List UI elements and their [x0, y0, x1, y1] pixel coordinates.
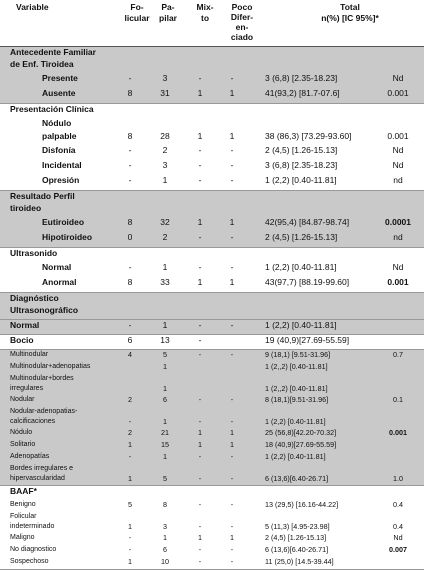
cell-total: 11 (25,0) [14.5-39.44]	[265, 557, 334, 566]
cell-papilar: 1	[162, 175, 168, 185]
cell-mixto: -	[198, 395, 202, 404]
row-label: Solitario	[10, 441, 36, 448]
section-title: Presentación Clínica	[10, 104, 94, 114]
table-row	[0, 533, 424, 545]
cell-poco-diferenciado: 1	[229, 88, 235, 98]
table-row	[0, 440, 424, 452]
cell-p-value: Nd	[392, 73, 404, 83]
cell-total: 25 (56,8)[42.20-70.32]	[265, 428, 337, 437]
row-label: indeterminado	[10, 522, 55, 530]
cell-p-value: 0.7	[393, 350, 403, 359]
cell-papilar: 15	[161, 440, 169, 449]
cell-folicular: -	[128, 545, 132, 554]
cell-p-value: 1.0	[393, 473, 403, 483]
cell-papilar: 1	[163, 452, 167, 461]
cell-poco-diferenciado: 1	[230, 533, 234, 542]
cell-papilar: 5	[163, 350, 167, 359]
cell-total: 43(97,7) [88.19-99.60]	[265, 277, 350, 287]
cell-total: 8 (18,1)[9.51-31.96]	[265, 395, 329, 404]
row-label: Opresión	[42, 175, 80, 185]
table-row	[0, 500, 424, 512]
cell-mixto: -	[198, 473, 202, 483]
section-title: BAAF*	[10, 486, 37, 496]
table-row	[0, 175, 424, 190]
header-poco-diferenciado: Poco	[231, 2, 253, 12]
cell-folicular: 1	[128, 521, 132, 531]
section-title: Resultado Perfil	[10, 191, 75, 201]
cell-total: 1 (2,2) [0.40-11.81]	[265, 320, 337, 330]
cell-total: 1 (2,,2) [0.40-11.81]	[265, 383, 328, 393]
cell-total: 1 (2,,2) [0.40-11.81]	[265, 362, 328, 371]
cell-p-value: nd	[393, 175, 403, 185]
cell-folicular: 1	[128, 557, 132, 566]
cell-papilar: 32	[160, 217, 170, 227]
cell-papilar: 6	[163, 545, 167, 554]
cell-folicular: 8	[127, 130, 133, 141]
cell-papilar: 1	[163, 416, 167, 426]
cell-mixto: -	[198, 350, 202, 359]
header-mixto: to	[200, 13, 210, 23]
table-row	[0, 88, 424, 103]
cell-p-value: Nd	[392, 145, 404, 155]
cell-papilar: 1	[163, 533, 167, 542]
row-label: Normal	[42, 262, 72, 272]
section-title: Ultrasonido	[10, 248, 58, 258]
cell-papilar: 33	[160, 277, 170, 287]
header-poco-diferenciado: ciado	[230, 32, 254, 42]
cell-p-value: 0.007	[389, 545, 407, 554]
cell-poco-diferenciado: -	[230, 175, 234, 185]
cell-p-value: 0.4	[393, 521, 403, 531]
cell-total: 2 (4,5) [1.26-15.13]	[265, 232, 338, 242]
row-label: Nódulo	[10, 429, 33, 436]
cell-poco-diferenciado: -	[230, 73, 234, 83]
cell-papilar: 10	[161, 557, 169, 566]
row-label: Presente	[42, 73, 78, 83]
cell-p-value: Nd	[393, 533, 403, 542]
cell-total: 1 (2,2) [0.40-11.81]	[265, 452, 326, 461]
section-title: Antecedente Familiar	[10, 47, 96, 57]
cell-folicular: -	[128, 262, 132, 272]
table-row	[0, 335, 424, 349]
header-variable: Variable	[16, 2, 49, 12]
row-label: Maligno	[10, 534, 35, 541]
row-label: Multinodular+bordes	[10, 375, 74, 382]
table-row	[0, 362, 424, 374]
cell-poco-diferenciado: 1	[230, 428, 234, 437]
cell-poco-diferenciado: -	[230, 416, 234, 426]
row-label: Disfonía	[42, 145, 76, 155]
cell-papilar: 1	[162, 262, 168, 272]
cell-poco-diferenciado: -	[230, 395, 234, 404]
table-row	[0, 73, 424, 88]
table-row	[0, 191, 424, 217]
table-row	[0, 262, 424, 277]
cell-mixto: 1	[197, 217, 203, 227]
table-row	[0, 160, 424, 175]
row-label: Nodular-adenopatias-	[10, 408, 78, 415]
cell-poco-diferenciado: -	[230, 452, 234, 461]
header-papilar: Pa-	[161, 2, 175, 12]
row-label: Adenopatías	[10, 453, 50, 460]
cell-papilar: 28	[160, 130, 170, 141]
cell-papilar: 21	[161, 428, 169, 437]
cell-mixto: 1	[197, 130, 203, 141]
cell-poco-diferenciado: -	[230, 350, 234, 359]
cell-folicular: -	[128, 533, 132, 542]
cell-mixto: 1	[197, 88, 203, 98]
cell-p-value: 0.001	[387, 88, 409, 98]
cell-p-value: 0.0001	[385, 217, 411, 227]
header-poco-diferenciado: Difer-	[230, 12, 254, 22]
header-folicular: Fo-	[130, 2, 144, 12]
section-title: Ultrasonográfico	[10, 305, 79, 315]
row-label: hipervascularidad	[10, 474, 65, 482]
cell-folicular: 2	[128, 395, 132, 404]
cell-p-value: Nd	[392, 262, 404, 272]
cell-mixto: -	[198, 335, 202, 345]
cell-folicular: -	[128, 175, 132, 185]
row-label: Bocio	[10, 335, 34, 345]
cell-folicular: -	[128, 73, 132, 83]
cell-p-value: 0.4	[393, 500, 403, 509]
table-row	[0, 118, 424, 145]
row-label: Ausente	[42, 88, 76, 98]
cell-mixto: -	[198, 557, 202, 566]
cell-papilar: 1	[163, 383, 167, 393]
cell-poco-diferenciado: -	[230, 232, 234, 242]
cell-papilar: 3	[162, 73, 168, 83]
cell-papilar: 1	[163, 362, 167, 371]
table-row	[0, 248, 424, 262]
table-row	[0, 320, 424, 334]
cell-papilar: 3	[162, 160, 168, 170]
row-label: irregulares	[10, 384, 44, 392]
cell-p-value: Nd	[392, 160, 404, 170]
row-label: Eutiroideo	[42, 217, 85, 227]
cell-mixto: -	[198, 262, 202, 272]
cell-total: 5 (11,3) [4.95-23.98]	[265, 521, 330, 531]
cell-mixto: -	[198, 320, 202, 330]
table-row	[0, 277, 424, 292]
table-row	[0, 145, 424, 160]
cell-poco-diferenciado: -	[230, 473, 234, 483]
header-total: Total	[340, 2, 360, 12]
cell-papilar: 5	[163, 473, 167, 483]
cell-papilar: 3	[163, 521, 167, 531]
cell-poco-diferenciado: 1	[230, 440, 234, 449]
row-label: palpable	[42, 130, 77, 141]
cell-p-value: nd	[393, 232, 403, 242]
cell-total: 18 (40,9)[27.69-55.59]	[265, 440, 337, 449]
cell-total: 19 (40,9)[27.69-55.59]	[265, 335, 350, 345]
cell-poco-diferenciado: -	[230, 145, 234, 155]
cell-poco-diferenciado: -	[230, 160, 234, 170]
table-row	[0, 512, 424, 533]
cell-poco-diferenciado: -	[230, 521, 234, 531]
row-label: Nódulo	[42, 118, 72, 128]
table-row	[0, 452, 424, 464]
cell-folicular: 5	[128, 500, 132, 509]
cell-poco-diferenciado: -	[230, 320, 234, 330]
cell-folicular: 1	[128, 440, 132, 449]
cell-total: 13 (29,5) [16.16-44.22]	[265, 500, 339, 509]
cell-mixto: 1	[198, 428, 202, 437]
table-row	[0, 464, 424, 485]
table-row	[0, 545, 424, 557]
table-row	[0, 557, 424, 569]
cell-total: 6 (13,6)[6.40-26.71]	[265, 473, 329, 483]
cell-p-value: 0.001	[387, 277, 409, 287]
table-header	[0, 0, 424, 46]
cell-papilar: 2	[162, 232, 168, 242]
row-label: Folicular	[10, 513, 37, 520]
cell-mixto: -	[198, 145, 202, 155]
cell-mixto: -	[198, 452, 202, 461]
cell-folicular: -	[128, 145, 132, 155]
cell-total: 3 (6,8) [2.35-18.23]	[265, 160, 338, 170]
cell-poco-diferenciado: -	[230, 545, 234, 554]
cell-mixto: -	[198, 160, 202, 170]
cell-total: 9 (18,1) [9.51-31.96]	[265, 350, 331, 359]
cell-p-value: 0.001	[389, 428, 407, 437]
row-label: Nodular	[10, 396, 35, 403]
table-row	[0, 350, 424, 362]
cell-folicular: 1	[128, 473, 132, 483]
cell-folicular: 8	[127, 277, 133, 287]
cell-folicular: -	[128, 452, 132, 461]
cell-papilar: 2	[162, 145, 168, 155]
cell-papilar: 13	[160, 335, 170, 345]
cell-total: 2 (4,5) [1.26-15.13]	[265, 533, 327, 542]
cell-poco-diferenciado: -	[230, 557, 234, 566]
table-row	[0, 428, 424, 440]
cell-p-value: 0.001	[387, 130, 409, 141]
cell-total: 3 (6,8) [2.35-18.23]	[265, 73, 338, 83]
cell-total: 38 (86,3) [73.29-93.60]	[265, 130, 352, 141]
cell-folicular: -	[128, 416, 132, 426]
cell-total: 6 (13,6)[6.40-26.71]	[265, 545, 329, 554]
cell-mixto: -	[198, 500, 202, 509]
cell-poco-diferenciado: 1	[229, 130, 235, 141]
section-title: Diagnóstico	[10, 293, 59, 303]
cell-folicular: 8	[127, 217, 133, 227]
row-label: Hipotiroideo	[42, 232, 93, 242]
row-label: Multinodular	[10, 351, 49, 358]
cell-papilar: 1	[162, 320, 168, 330]
row-label: Sospechoso	[10, 558, 49, 565]
cell-mixto: -	[198, 175, 202, 185]
cell-folicular: 2	[128, 428, 132, 437]
table-row	[0, 486, 424, 500]
section-title: de Enf. Tiroidea	[10, 59, 74, 69]
header-papilar: pilar	[159, 13, 177, 23]
section-title: tiroideo	[10, 203, 42, 213]
row-label: Benigno	[10, 501, 36, 508]
cell-total: 2 (4,5) [1.26-15.13]	[265, 145, 338, 155]
row-label: Incidental	[42, 160, 82, 170]
cell-mixto: -	[198, 73, 202, 83]
cell-mixto: -	[198, 545, 202, 554]
cell-mixto: -	[198, 521, 202, 531]
cell-poco-diferenciado: -	[230, 262, 234, 272]
row-label: Multinodular+adenopatias	[10, 363, 91, 370]
cell-folicular: 4	[128, 350, 132, 359]
table-row	[0, 293, 424, 319]
table-row	[0, 407, 424, 428]
header-total: n(%) [IC 95%]*	[321, 13, 379, 23]
cell-p-value: 0.1	[393, 395, 403, 404]
header-poco-diferenciado: en-	[235, 22, 249, 32]
row-label: No diagnostico	[10, 546, 57, 553]
cell-total: 41(93,2) [81.7-07.6]	[265, 88, 340, 98]
cell-mixto: -	[198, 416, 202, 426]
cell-mixto: -	[198, 232, 202, 242]
cell-mixto: 1	[198, 440, 202, 449]
table-row	[0, 232, 424, 247]
table-row	[0, 217, 424, 232]
cell-papilar: 8	[163, 500, 167, 509]
cell-poco-diferenciado: -	[230, 500, 234, 509]
cell-total: 42(95,4) [84.87-98.74]	[265, 217, 350, 227]
row-label: Anormal	[42, 277, 77, 287]
header-folicular: licular	[124, 13, 150, 23]
cell-papilar: 6	[163, 395, 167, 404]
cell-mixto: 1	[197, 277, 203, 287]
row-label: Normal	[10, 320, 40, 330]
cell-poco-diferenciado: 1	[229, 217, 235, 227]
row-label: Bordes irregulares e	[10, 465, 74, 472]
cell-poco-diferenciado: 1	[229, 277, 235, 287]
cell-folicular: -	[128, 320, 132, 330]
table-row	[0, 395, 424, 407]
cell-total: 1 (2,2) [0.40-11.81]	[265, 262, 337, 272]
cell-mixto: 1	[198, 533, 202, 542]
table-row	[0, 47, 424, 73]
cell-folicular: 8	[127, 88, 133, 98]
header-mixto: Mix-	[196, 2, 214, 12]
cell-folicular: 6	[127, 335, 133, 345]
cell-total: 1 (2,2) [0.40-11.81]	[265, 175, 337, 185]
table-row	[0, 374, 424, 395]
row-label: calcificaciones	[10, 417, 56, 425]
cell-folicular: 0	[127, 232, 133, 242]
cell-papilar: 31	[160, 88, 170, 98]
cell-total: 1 (2,2) [0.40-11.81]	[265, 416, 326, 426]
cell-folicular: -	[128, 160, 132, 170]
table-row	[0, 104, 424, 118]
